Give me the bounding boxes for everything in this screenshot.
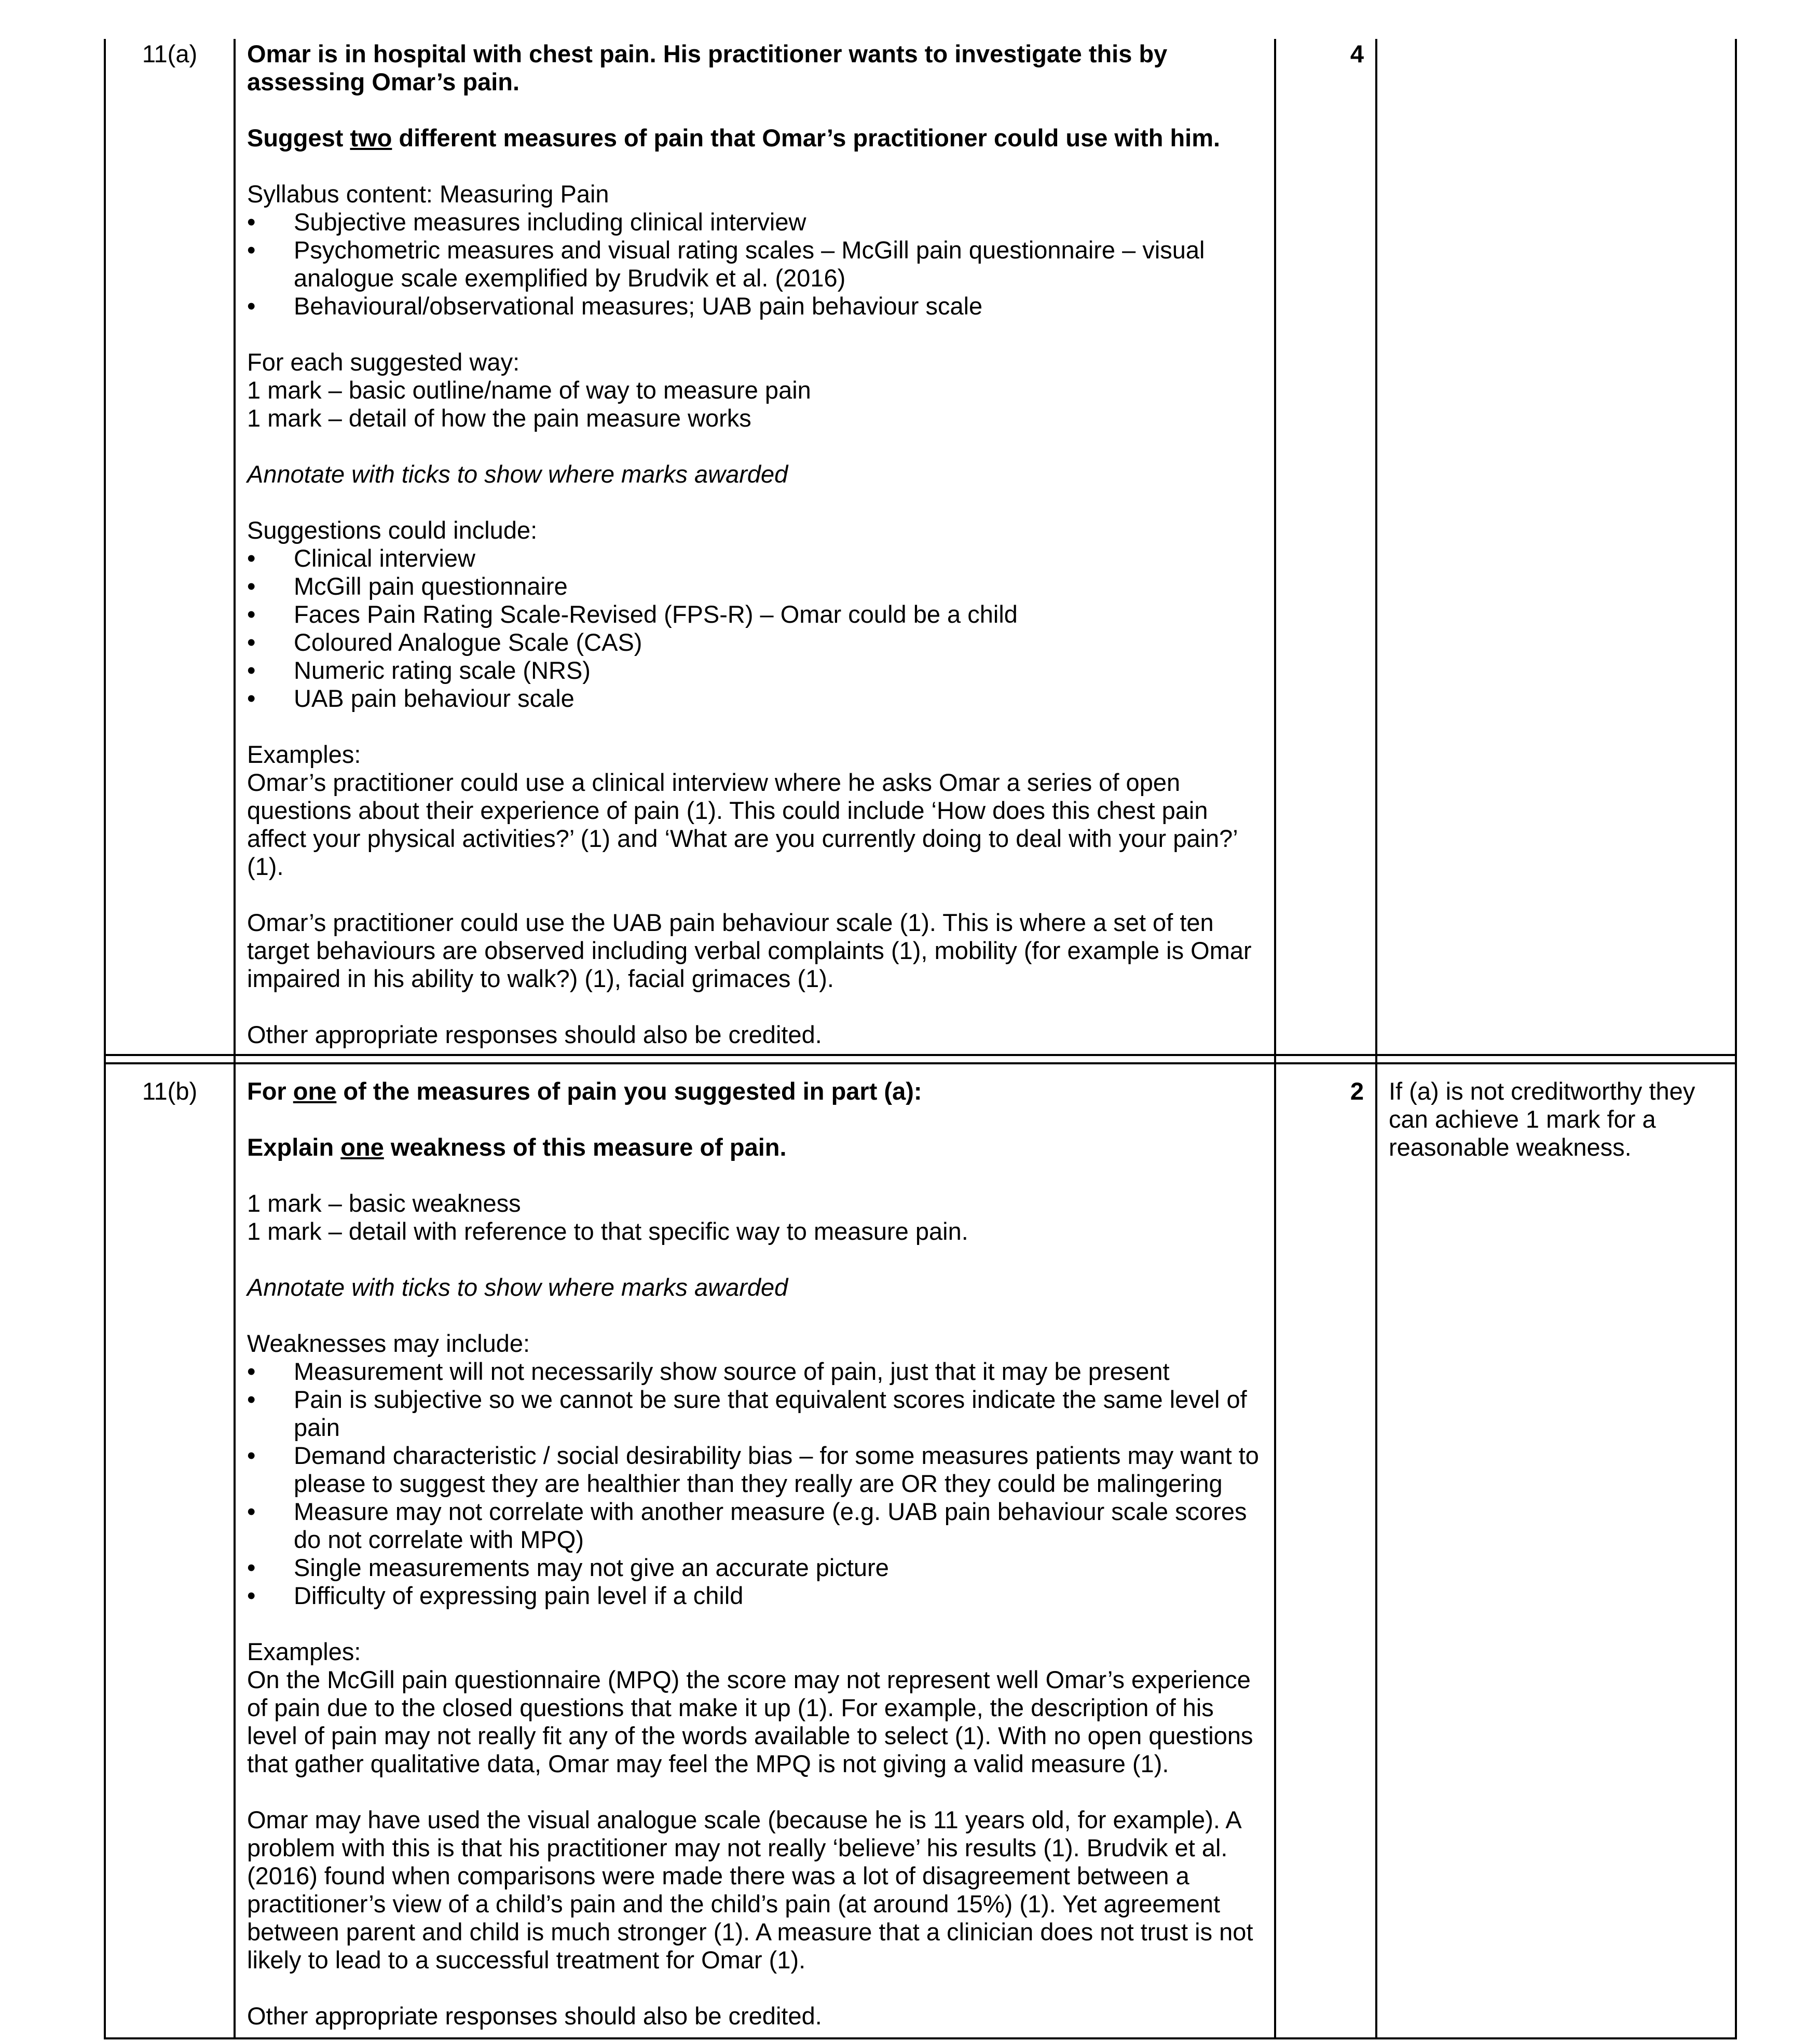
- example-paragraph: Omar’s practitioner could use the UAB pain behaviour scale (1). This is where a set of ten target behaviours are observed including verbal complaints (1), mobility (for example is Omar impaired in his ability to walk?) (1), facial grimaces (1).: [247, 909, 1252, 992]
- question-number: 11(a): [105, 39, 235, 1055]
- guidance-cell: If (a) is not creditworthy they can achieve 1 mark for a reasonable weakness.: [1376, 1063, 1736, 2038]
- list-item: • Coloured Analogue Scale (CAS): [247, 628, 642, 656]
- list-item: • McGill pain questionnaire: [247, 572, 568, 600]
- guidance-cell: [1376, 39, 1736, 1055]
- mark-scheme-section: [247, 348, 1263, 432]
- marks-cell: 4: [1275, 39, 1376, 1055]
- question-text: Omar is in hospital with chest pain. His practitioner wants to investigate this by assessing Omar’s pain.: [247, 40, 1168, 95]
- other-responses-note: Other appropriate responses should also be credited.: [247, 2002, 822, 2030]
- syllabus-section: [247, 180, 1263, 320]
- example-paragraph: Omar’s practitioner could use a clinical interview where he asks Omar a series of open questions about their experience of pain (1). This could include ‘How does this chest pain affect your physical activities?’ (1) and ‘What are you currently doing to deal with your pain?’ (1).: [247, 769, 1237, 880]
- weaknesses-heading: Weaknesses may include:: [247, 1330, 530, 1357]
- answer-cell: [235, 39, 1275, 1055]
- list-item: • UAB pain behaviour scale: [247, 684, 574, 712]
- example-paragraph: Omar may have used the visual analogue scale (because he is 11 years old, for example). A problem with this is that his practitioner may not really ‘believe’ his results (1). Brudvik et al. (2016) found when comparisons were made there was a lot of disagreement between a practitioner’s view of a child’s pain and the child’s pain (at around 15%) (1). Yet agreement between parent and child is much stronger (1). A measure that a clinician does not trust is not likely to lead to a successful treatment for Omar (1).: [247, 1806, 1253, 1974]
- list-item: • Numeric rating scale (NRS): [247, 656, 591, 684]
- list-item: • Behavioural/observational measures; UAB pain behaviour scale: [247, 292, 983, 320]
- examples-section: [247, 741, 1263, 881]
- scheme-line: 1 mark – detail with reference to that specific way to measure pain.: [247, 1217, 968, 1245]
- question-row-11a: [105, 39, 1736, 1055]
- question-instruction: Explain one weakness of this measure of pain.: [247, 1133, 787, 1161]
- question-row-11b: [105, 1063, 1736, 2038]
- mark-scheme-table: [104, 39, 1737, 2039]
- list-item: • Faces Pain Rating Scale-Revised (FPS-R) – Omar could be a child: [247, 600, 1018, 628]
- question-text: For one of the measures of pain you suggested in part (a):: [247, 1077, 922, 1105]
- list-item: • Demand characteristic / social desirability bias – for some measures patients may want to please to suggest they are healthier than they really are OR they could be malingering: [247, 1442, 1259, 1497]
- list-item: • Subjective measures including clinical interview: [247, 208, 806, 236]
- marks-cell: 2: [1275, 1063, 1376, 2038]
- examples-section: [247, 1638, 1263, 1778]
- list-item: • Clinical interview: [247, 544, 475, 572]
- suggestions-heading: Suggestions could include:: [247, 516, 538, 544]
- list-item: • Psychometric measures and visual rating scales – McGill pain questionnaire – visual analogue scale exemplified by Brudvik et al. (2016): [247, 236, 1205, 292]
- examples-heading: Examples:: [247, 1638, 361, 1665]
- suggestions-list: [247, 544, 1263, 713]
- syllabus-list: [247, 208, 1263, 320]
- answer-cell: [235, 1063, 1275, 2038]
- scheme-line: 1 mark – basic weakness: [247, 1189, 521, 1217]
- weaknesses-list: [247, 1358, 1263, 1610]
- syllabus-heading: Syllabus content: Measuring Pain: [247, 180, 609, 208]
- question-instruction: Suggest two different measures of pain that Omar’s practitioner could use with him.: [247, 124, 1221, 152]
- list-item: • Pain is subjective so we cannot be sure that equivalent scores indicate the same level of pain: [247, 1386, 1247, 1441]
- list-item: • Measure may not correlate with another measure (e.g. UAB pain behaviour scale scores do not correlate with MPQ): [247, 1498, 1247, 1553]
- mark-scheme-section: [247, 1189, 1263, 1245]
- scheme-line: 1 mark – detail of how the pain measure works: [247, 404, 751, 432]
- question-number: 11(b): [105, 1063, 235, 2038]
- annotate-note: Annotate with ticks to show where marks awarded: [247, 1273, 788, 1301]
- list-item: • Single measurements may not give an accurate picture: [247, 1554, 889, 1581]
- scheme-heading: For each suggested way:: [247, 348, 520, 376]
- row-separator: [105, 1055, 1736, 1063]
- examples-heading: Examples:: [247, 741, 361, 768]
- list-item: • Measurement will not necessarily show source of pain, just that it may be present: [247, 1358, 1170, 1385]
- suggestions-section: [247, 516, 1263, 713]
- scheme-line: 1 mark – basic outline/name of way to measure pain: [247, 376, 811, 404]
- list-item: • Difficulty of expressing pain level if a child: [247, 1582, 744, 1609]
- annotate-note: Annotate with ticks to show where marks awarded: [247, 460, 788, 488]
- other-responses-note: Other appropriate responses should also be credited.: [247, 1021, 822, 1048]
- weaknesses-section: [247, 1330, 1263, 1610]
- example-paragraph: On the McGill pain questionnaire (MPQ) the score may not represent well Omar’s experience of pain due to the closed questions that make it up (1). For example, the description of his level of pain may not really fit any of the words available to select (1). With no open questions that gather qualitative data, Omar may feel the MPQ is not giving a valid measure (1).: [247, 1666, 1253, 1777]
